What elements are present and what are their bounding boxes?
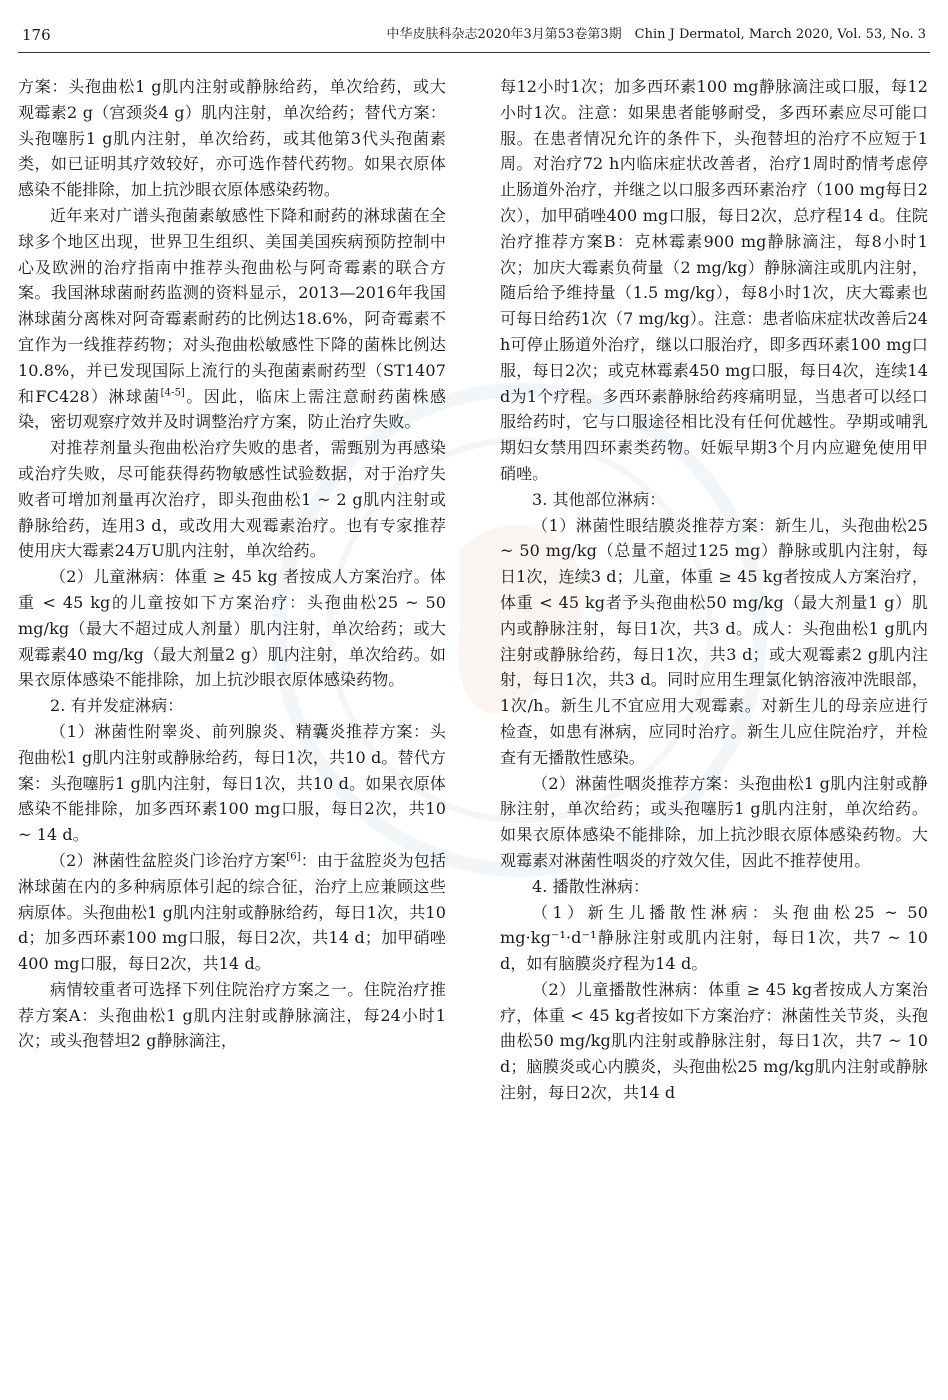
paragraph: （2）儿童播散性淋病：体重 ≥ 45 kg者按成人方案治疗，体重 < 45 kg者按如下方案治疗：淋菌性关节炎，头孢曲松50 mg/kg肌内注射或静脉注射，每日1次，共7 ~ 10 d；脑膜炎或心内膜炎，头孢曲松25 mg/kg肌内注射或静脉注射，每日2次，共14 d (500, 979, 928, 1103)
right-column (500, 74, 928, 1106)
page-number: 176 (22, 26, 51, 44)
paragraph: （2）淋菌性盆腔炎门诊治疗方案[6]：由于盆腔炎为包括淋球菌在内的多种病原体引起的综合征，治疗上应兼顾这些病原体。头孢曲松1 g肌内注射或静脉给药，每日1次，共10 d；加多西环素100 mg口服，每日2次，共14 d；加甲硝唑400 mg口服，每日2次，共14 d。 (18, 850, 447, 974)
left-column (18, 74, 446, 1054)
paragraph: 近年来对广谱头孢菌素敏感性下降和耐药的淋球菌在全球多个地区出现，世界卫生组织、美国美国疾病预防控制中心及欧洲的治疗指南中推荐头孢曲松与阿奇霉素的联合方案。我国淋球菌耐药监测的资料显示，2013—2016年我国淋球菌分离株对阿奇霉素耐药的比例达18.6%，阿奇霉素不宜作为一线推荐药物；对头孢曲松敏感性下降的菌株比例达10.8%，并已发现国际上流行的头孢菌素耐药型（ST1407和FC428）淋球菌[4-5]。因此，临床上需注意耐药菌株感染，密切观察疗效并及时调整治疗方案，防止治疗失败。 (18, 205, 446, 432)
paragraph: （1）淋菌性眼结膜炎推荐方案：新生儿，头孢曲松25 ~ 50 mg/kg（总量不超过125 mg）静脉或肌内注射，每日1次，连续3 d；儿童，体重 ≥ 45 kg者按成人方案治疗，体重 < 45 kg者予头孢曲松50 mg/kg（最大剂量1 g）肌内或静脉注射，每日1次，共3 d。成人：头孢曲松1 g肌内注射或静脉给药，每日1次，共3 d；或大观霉素2 g肌内注射，每日1次，共3 d。同时应用生理氯化钠溶液冲洗眼部，1次/h。新生儿不宜应用大观霉素。对新生儿的母亲应进行检查，如患有淋病，应同时治疗。新生儿应住院治疗，并检查有无播散性感染。 (500, 515, 928, 767)
paragraph: 每12小时1次；加多西环素100 mg静脉滴注或口服，每12小时1次。注意：如果患者能够耐受，多西环素应尽可能口服。在患者情况允许的条件下，头孢替坦的治疗不应短于1周。对治疗72 h内临床症状改善者，治疗1周时酌情考虑停止肠道外治疗，并继之以口服多西环素治疗（100 mg每日2次），加甲硝唑400 mg口服，每日2次，总疗程14 d。住院治疗推荐方案B：克林霉素900 mg静脉滴注，每8小时1次；加庆大霉素负荷量（2 mg/kg）静脉滴注或肌内注射，随后给予维持量（1.5 mg/kg），每8小时1次，庆大霉素也可每日给药1次（7 mg/kg）。注意：患者临床症状改善后24 h可停止肠道外治疗，继以口服治疗，即多西环素100 mg口服，每日2次；或克林霉素450 mg口服，每日4次，连续14 d为1个疗程。多西环素静脉给药疼痛明显，当患者可以经口服给药时，它与口服途径相比没有任何优越性。孕期或哺乳期妇女禁用四环素类药物。妊娠早期3个月内应避免使用甲硝唑。 (500, 77, 928, 483)
paragraph: 病情较重者可选择下列住院治疗方案之一。住院治疗推荐方案A：头孢曲松1 g肌内注射或静脉滴注，每24小时1次；或头孢替坦2 g静脉滴注， (18, 979, 446, 1051)
paragraph: 方案：头孢曲松1 g肌内注射或静脉给药，单次给药，或大观霉素2 g（宫颈炎4 g）肌内注射，单次给药；替代方案：头孢噻肟1 g肌内注射，单次给药，或其他第3代头孢菌素类，如已证明其疗效较好，亦可选作替代药物。如果衣原体感染不能排除，加上抗沙眼衣原体感染药物。 (18, 77, 446, 200)
journal-citation: 中华皮肤科杂志2020年3月第53卷第3期 Chin J Dermatol, March 2020, Vol. 53, No. 3 (386, 27, 926, 42)
citation-ref[interactable]: [6] (286, 851, 301, 863)
section-heading: 4. 播散性淋病： (532, 876, 650, 896)
citation-ref[interactable]: [4-5] (160, 387, 186, 399)
paragraph: （1）新生儿播散性淋病：头孢曲松25 ~ 50 mg·kg⁻¹·d⁻¹静脉注射或肌内注射，每日1次，共7 ~ 10 d，如有脑膜炎疗程为14 d。 (500, 902, 928, 974)
paragraph: （1）淋菌性附睾炎、前列腺炎、精囊炎推荐方案：头孢曲松1 g肌内注射或静脉给药，每日1次，共10 d。替代方案：头孢噻肟1 g肌内注射，每日1次，共10 d。如果衣原体感染不能排除，加多西环素100 mg口服，每日2次，共10 ~ 14 d。 (18, 721, 446, 845)
paragraph: 对推荐剂量头孢曲松治疗失败的患者，需甄别为再感染或治疗失败，尽可能获得药物敏感性试验数据，对于治疗失败者可增加剂量再次治疗，即头孢曲松1 ~ 2 g肌内注射或静脉给药，连用3 d，或改用大观霉素治疗。也有专家推荐使用庆大霉素24万U肌内注射，单次给药。 (18, 438, 446, 561)
section-heading: 2. 有并发症淋病： (50, 696, 184, 716)
page-header (0, 0, 948, 50)
paragraph: （2）儿童淋病：体重 ≥ 45 kg 者按成人方案治疗。体重 < 45 kg的儿童按如下方案治疗：头孢曲松25 ~ 50 mg/kg（最大不超过成人剂量）肌内注射，单次给药；或大观霉素40 mg/kg（最大剂量2 g）肌内注射，单次给药。如果衣原体感染不能排除，加上抗沙眼衣原体感染药物。 (18, 567, 446, 690)
header-divider (18, 52, 930, 53)
paragraph: （2）淋菌性咽炎推荐方案：头孢曲松1 g肌内注射或静脉注射，单次给药；或头孢噻肟1 g肌内注射，单次给药。如果衣原体感染不能排除，加上抗沙眼衣原体感染药物。大观霉素对淋菌性咽炎的疗效欠佳，因此不推荐使用。 (500, 773, 928, 870)
section-heading: 3. 其他部位淋病： (532, 489, 666, 509)
